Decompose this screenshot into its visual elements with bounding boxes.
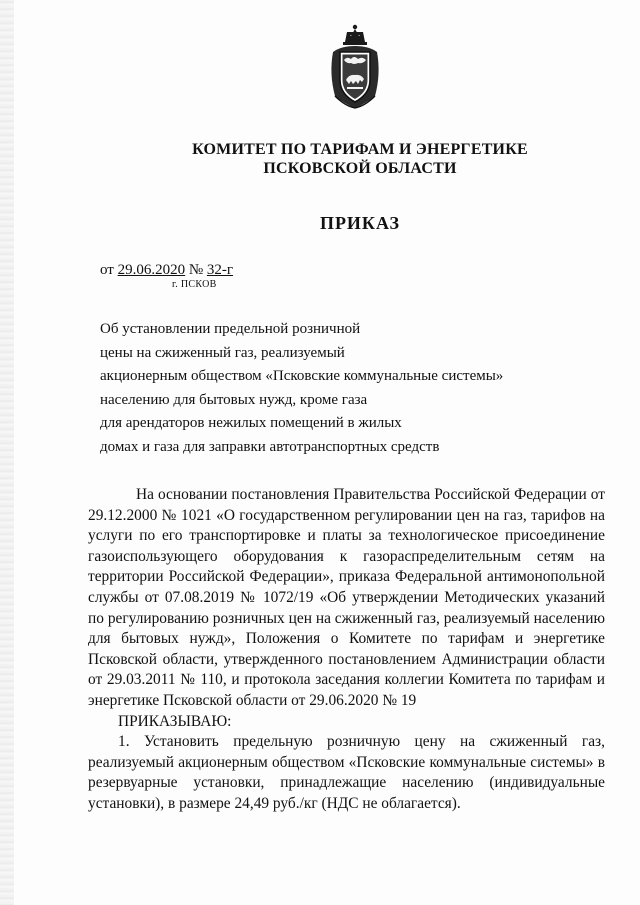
subject-line: для арендаторов нежилых помещений в жилых (100, 415, 402, 432)
committee-name-line2: ПСКОВСКОЙ ОБЛАСТИ (263, 160, 457, 177)
order-date: 29.06.2020 (117, 262, 186, 278)
date-prefix: от (100, 262, 118, 278)
preamble-paragraph: На основании постановления Правительства Российской Федерации от 29.12.2000 № 1021 «О государственном регулировании цен на газ, тарифов на услуги по его транспортировке и платы за технологическое присоединение газоиспользующего оборудования к газораспределительным сетям на территории Российской Федерации», приказа Федеральной антимонопольной службы от 07.08.2019 № 1072/19 «Об утверждении Методических указаний по регулированию розничных цен на сжиженный газ, реализуемый населению для бытовых нужд», Положения о Комитете по тарифам и энергетике Псковской области, утвержденного постановлением Администрации области от 29.03.2011 № 110, и протокола заседания коллегии Комитета по тарифам и энергетике Псковской области от 29.06.2020 № 19 (88, 486, 605, 709)
number-sign: № (185, 262, 207, 278)
order-number: 32-г (206, 262, 234, 278)
subject-line: домах и газа для заправки автотранспортных средств (100, 438, 440, 455)
committee-name-line1: КОМИТЕТ ПО ТАРИФАМ И ЭНЕРГЕТИКЕ (192, 141, 528, 158)
order-city: г. ПСКОВ (172, 279, 217, 290)
subject-line: Об установлении предельной розничной (100, 321, 361, 337)
order-item-1: 1. Установить предельную розничную цену на сжиженный газ, реализуемый акционерным обществом «Псковские коммунальные системы» в резервуарные установки, принадлежащие населению (индивидуальные установки), в размере 24,49 руб./кг (НДС не облагается). (88, 733, 605, 812)
subject-line: цены на сжиженный газ, реализуемый (100, 344, 345, 361)
pskov-coat-of-arms-icon (325, 24, 385, 110)
committee-name (150, 140, 570, 178)
subject-line: населению для бытовых нужд, кроме газа (100, 391, 368, 408)
order-subject (100, 318, 530, 460)
subject-line: акционерным обществом «Псковские коммунальные системы» (100, 368, 504, 385)
scan-edge (0, 0, 14, 905)
order-date-line (100, 262, 233, 279)
order-body (88, 485, 605, 815)
order-word: ПРИКАЗЫВАЮ: (118, 712, 232, 730)
order-title: ПРИКАЗ (319, 213, 401, 233)
